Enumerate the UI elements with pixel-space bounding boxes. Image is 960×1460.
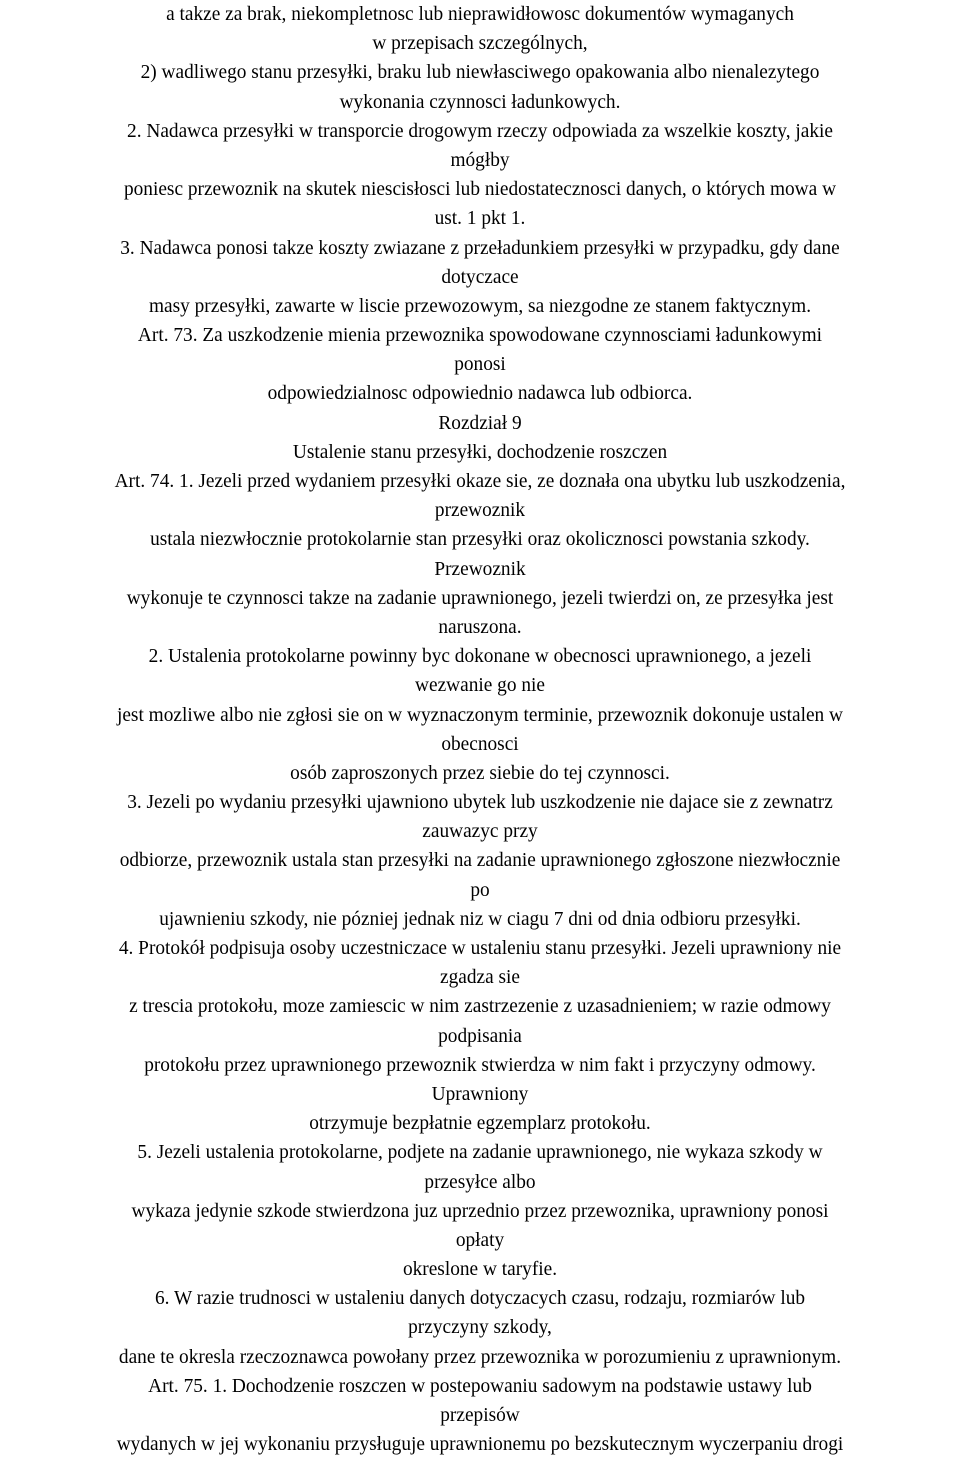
text-line: wezwanie go nie [415,675,545,697]
text-line: a takze za brak, niekompletnosc lub nieprawidłowosc dokumentów wymaganych [166,4,794,25]
text-line: po [470,879,490,901]
text-line: 3. Nadawca ponosi takze koszty zwiazane z przeładunkiem przesyłki w przypadku, gdy dane [120,237,840,259]
text-line: 3. Jezeli po wydaniu przesyłki ujawniono ubytek lub uszkodzenie nie dajace sie z zewnatrz [127,792,833,814]
text-line: masy przesyłki, zawarte w liscie przewozowym, sa niezgodne ze stanem faktycznym. [148,295,812,317]
text-line: przesyłce albo [424,1171,536,1193]
text-line: wykaza jedynie szkode stwierdzona juz uprzednio przez przewoznika, uprawniony ponosi [131,1200,829,1222]
text-line: Art. 73. Za uszkodzenie mienia przewoznika spowodowane czynnosciami ładunkowymi [137,325,823,347]
text-line: okreslone w taryfie. [402,1259,558,1281]
text-line: otrzymuje bezpłatnie egzemplarz protokołu. [309,1113,651,1135]
text-line: Ustalenie stanu przesyłki, dochodzenie roszczen [292,441,668,463]
text-line: przyczyny szkody, [408,1317,552,1339]
text-line: 5. Jezeli ustalenia protokolarne, podjete na zadanie uprawnionego, nie wykaza szkody w [137,1142,823,1164]
text-line: 6. W razie trudnosci w ustaleniu danych dotyczacych czasu, rodzaju, rozmiarów lub [154,1288,806,1310]
text-line: zauwazyc przy [422,821,538,843]
text-line: odbiorze, przewoznik ustala stan przesyłki na zadanie uprawnionego zgłoszone niezwłocznie [119,850,841,872]
text-line: obecnosci [441,733,519,755]
text-line: odpowiedzialnosc odpowiednio nadawca lub odbiorca. [267,383,693,405]
text-line: wydanych w jej wykonaniu przysługuje uprawnionemu po bezskutecznym wyczerpaniu drogi [116,1434,844,1456]
text-line: zgadza sie [439,967,520,989]
text-line: 2. Ustalenia protokolarne powinny byc dokonane w obecnosci uprawnionego, a jezeli [148,646,812,668]
text-line: Rozdział 9 [438,412,522,434]
text-line: dotyczace [441,266,519,288]
text-line: Uprawniony [431,1083,529,1105]
text-line: osób zaproszonych przez siebie do tej czynnosci. [290,762,670,784]
text-line: poniesc przewoznik na skutek niescisłosci lub niedostatecznosci danych, o których mowa w [123,179,837,201]
text-line: protokołu przez uprawnionego przewoznik stwierdza w nim fakt i przyczyny odmowy. [144,1054,816,1076]
text-line: Przewoznik [434,558,526,580]
text-line: Art. 74. 1. Jezeli przed wydaniem przesyłki okaze sie, ze doznała ona ubytku lub uszkodzenia, [114,471,846,492]
text-line: ustala niezwłocznie protokolarnie stan przesyłki oraz okolicznosci powstania szkody. [150,529,810,551]
text-line: podpisania [438,1025,522,1047]
text-line: wykonuje te czynnosci takze na zadanie uprawnionego, jezeli twierdzi on, ze przesyłka jest [126,587,834,609]
text-line: jest mozliwe albo nie zgłosi sie on w wyznaczonym terminie, przewoznik dokonuje ustalen w [116,704,844,726]
text-line: Art. 75. 1. Dochodzenie roszczen w postepowaniu sadowym na podstawie ustawy lub [148,1375,812,1397]
text-line: ust. 1 pkt 1. [434,208,526,230]
text-line: ponosi [454,354,506,376]
text-line: 4. Protokół podpisuja osoby uczestniczace w ustaleniu stanu przesyłki. Jezeli uprawniony nie [118,938,842,959]
text-line: opłaty [455,1229,505,1251]
text-line: w przepisach szczególnych, [372,33,588,55]
text-line: ujawnieniu szkody, nie pózniej jednak niz w ciagu 7 dni od dnia odbioru przesyłki. [159,908,801,930]
text-line: mógłby [450,149,510,171]
text-line: wykonania czynnosci ładunkowych. [339,91,621,113]
text-line: przepisów [440,1405,520,1426]
text-line: dane te okresla rzeczoznawca powołany przez przewoznika w porozumieniu z uprawnionym. [118,1346,842,1368]
text-line: naruszona. [438,616,522,638]
text-line: z trescia protokołu, moze zamiescic w nim zastrzezenie z uzasadnieniem; w razie odmowy [129,996,831,1018]
text-line: 2. Nadawca przesyłki w transporcie drogowym rzeczy odpowiada za wszelkie koszty, jakie [127,120,833,142]
text-line: 2) wadliwego stanu przesyłki, braku lub niewłasciwego opakowania albo nienalezytego [140,62,820,84]
text-line: przewoznik [434,500,526,522]
